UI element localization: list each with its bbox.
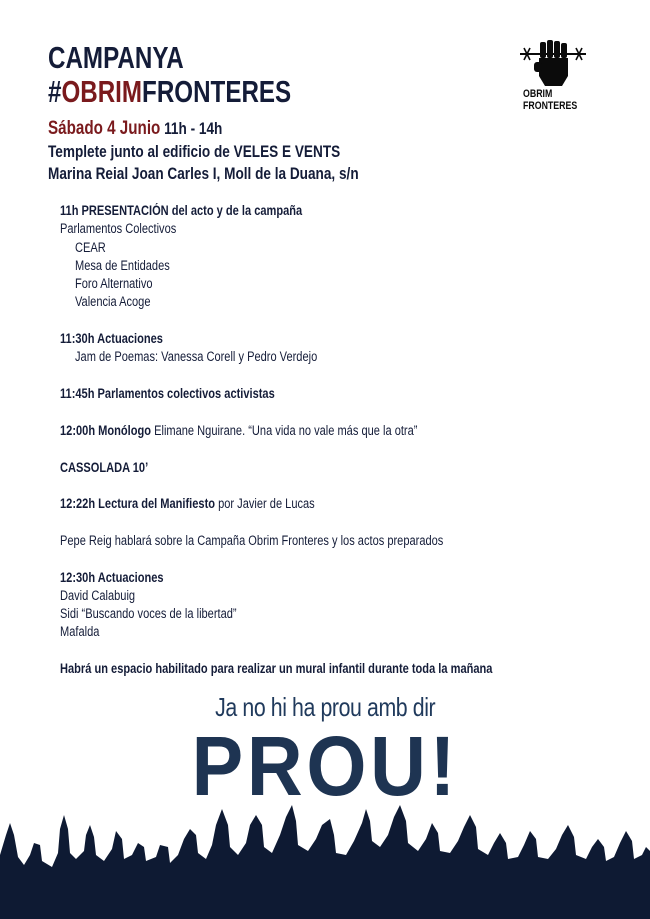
campaign-title-line2	[48, 74, 360, 110]
colectivo-item: Mesa de Entidades	[75, 258, 170, 273]
colectivo-item: Foro Alternativo	[75, 276, 153, 291]
campaign-title-line1: CAMPANYA	[48, 40, 184, 75]
program-pepe-reig: Pepe Reig hablará sobre la Campaña Obrim Fronteres y los actos preparados	[60, 533, 444, 548]
crowd-silhouette-icon	[0, 795, 650, 919]
title-obrim: OBRIM	[61, 74, 143, 109]
actuacion-item: David Calabuig	[60, 588, 136, 603]
program-parlamentos: Parlamentos Colectivos	[60, 221, 177, 236]
colectivo-item: CEAR	[75, 240, 106, 255]
logo-text: OBRIM FRONTERES	[523, 88, 578, 112]
program-jam-poemas: Jam de Poemas: Vanessa Corell y Pedro Verdejo	[75, 349, 318, 364]
program-parlamentos-activistas: 11:45h Parlamentos colectivos activistas	[60, 386, 275, 401]
program-cassolada: CASSOLADA 10’	[60, 460, 149, 475]
actuacion-item: Mafalda	[60, 624, 100, 639]
program-actuaciones-1: 11:30h Actuaciones	[60, 331, 163, 346]
event-place: Templete junto al edificio de VELES E VENTS	[48, 142, 341, 161]
prou-headline: PROU!	[191, 719, 459, 813]
event-date: Sábado 4 Junio 11h - 14h	[48, 118, 223, 139]
program-presentacion: 11h PRESENTACIÓN del acto y de la campaña	[60, 203, 303, 218]
program-lectura: 12:22h Lectura del Manifiesto por Javier de Lucas	[60, 496, 315, 511]
program-mural: Habrá un espacio habilitado para realizar un mural infantil durante toda la mañana	[60, 661, 493, 676]
program-monologo: 12:00h Monólogo Elimane Nguirane. “Una vida no vale más que la otra”	[60, 423, 418, 438]
colectivo-item: Valencia Acoge	[75, 294, 151, 309]
title-fronteres: FRONTERES	[142, 74, 292, 109]
slogan: Ja no hi ha prou amb dir	[214, 692, 436, 722]
title-hash: #	[48, 74, 62, 109]
program-actuaciones-2: 12:30h Actuaciones	[60, 570, 164, 585]
event-address: Marina Reial Joan Carles I, Moll de la Duana, s/n	[48, 164, 359, 183]
actuacion-item: Sidi “Buscando voces de la libertad”	[60, 606, 237, 621]
